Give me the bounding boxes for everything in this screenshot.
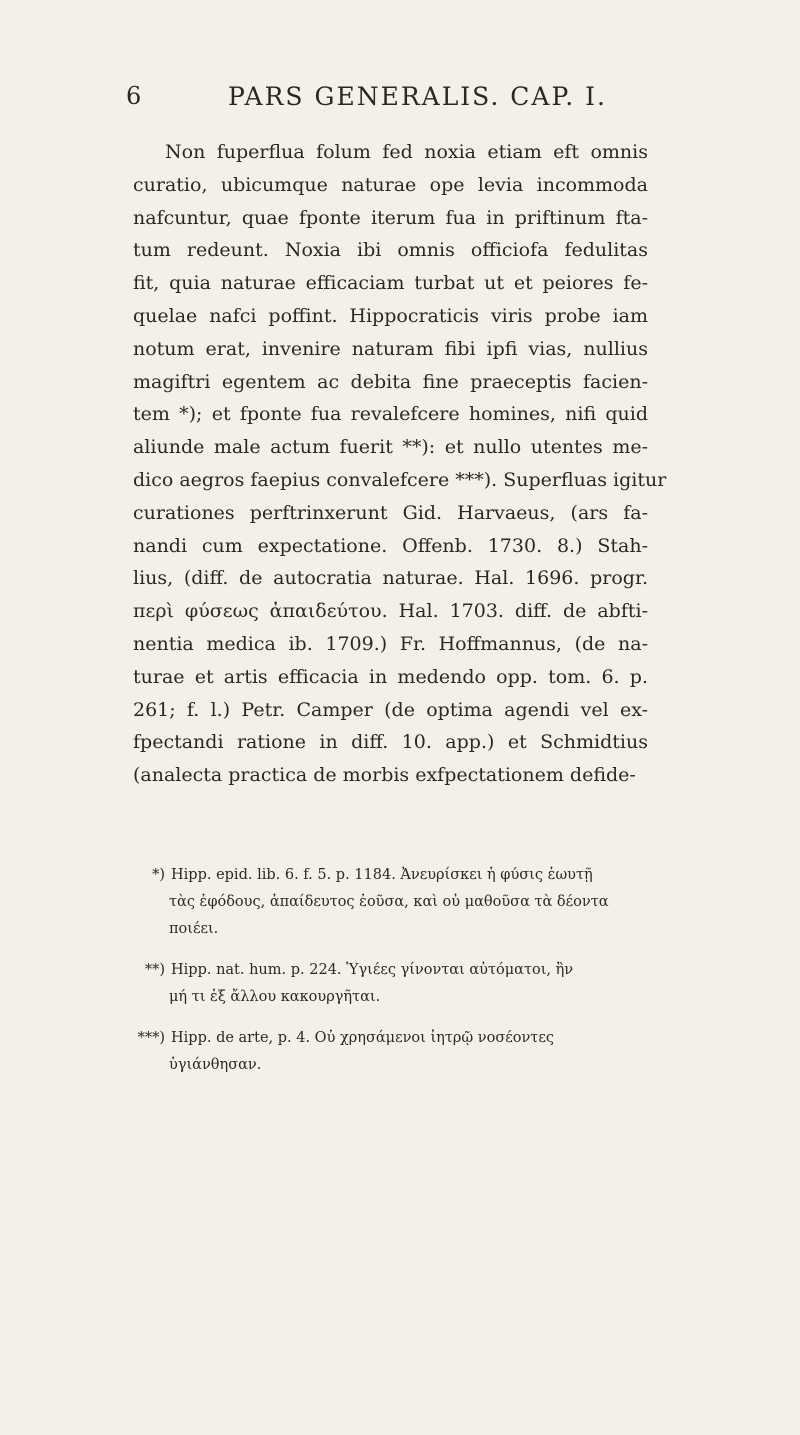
footnote-mark: ***) [137, 1030, 165, 1046]
body-line: tum redeunt. Noxia ibi omnis officiofa fedulitas [133, 239, 648, 262]
body-line: quelae nafci poffint. Hippocraticis viris probe iam [133, 304, 648, 327]
footnote-line: Hipp. epid. lib. 6. f. 5. p. 1184. Ἀνευρίσκει ἡ φύσις ἑωυτῇ [171, 867, 593, 883]
body-line: (analecta practica de morbis exfpectationem defide- [133, 764, 636, 787]
body-line: curatio, ubicumque naturae ope levia incommoda [133, 173, 648, 196]
running-title: PARS GENERALIS. CAP. I. [228, 82, 607, 111]
body-line: notum erat, invenire naturam fibi ipfi vias, nullius [133, 337, 648, 360]
body-line: lius, (diff. de autocratia naturae. Hal. 1696. progr. [133, 567, 648, 590]
page-number: 6 [126, 82, 143, 110]
page-header [0, 82, 800, 122]
body-line: 261; f. l.) Petr. Camper (de optima agendi vel ex- [133, 698, 648, 721]
footnote-line: Hipp. de arte, p. 4. Οὐ χρησάμενοι ἰητρῷ νοσέοντες [171, 1030, 554, 1046]
body-line: tem *); et fponte fua revalefcere homines, nifi quid [133, 403, 648, 426]
footnote-2 [131, 957, 661, 1011]
body-paragraph [133, 136, 667, 792]
body-line: Non fuperflua folum fed noxia etiam eft omnis [165, 141, 648, 163]
body-line: περὶ φύσεως ἀπαιδεύτου. Hal. 1703. diff. de abfti- [133, 600, 648, 623]
body-line: fpectandi ratione in diff. 10. app.) et Schmidtius [133, 731, 648, 754]
body-line: magiftri egentem ac debita fine praeceptis facien- [133, 370, 648, 393]
footnote-line: μή τι ἐξ ἄλλου κακουργῆται. [169, 989, 381, 1005]
footnote-mark: **) [144, 962, 165, 978]
body-line: curationes perftrinxerunt Gid. Harvaeus, (ars fa- [133, 501, 648, 524]
body-line: nentia medica ib. 1709.) Fr. Hoffmannus, (de na- [133, 632, 648, 655]
body-line: dico aegros faepius convalefcere ***). Superfluas igitur [133, 468, 667, 491]
footnote-line: τὰς ἐφόδους, ἀπαίδευτος ἐοῦσα, καὶ οὐ μαθοῦσα τὰ δέοντα [169, 894, 609, 910]
footnote-line: ποιέει. [169, 921, 219, 937]
body-line: turae et artis efficacia in medendo opp. tom. 6. p. [133, 665, 648, 688]
footnote-mark: *) [152, 867, 165, 883]
footnote-line: Hipp. nat. hum. p. 224. Ὑγιέες γίνονται αὐτόματοι, ἢν [171, 962, 574, 978]
footnotes [131, 862, 661, 1079]
footnote-1 [131, 862, 661, 943]
footnote-3 [131, 1025, 661, 1079]
body-line: nandi cum expectatione. Offenb. 1730. 8.) Stah- [133, 534, 648, 557]
body-line: fit, quia naturae efficaciam turbat ut et peiores fe- [133, 272, 648, 295]
footnote-line: ὑγιάνθησαν. [169, 1057, 262, 1073]
body-line: aliunde male actum fuerit **): et nullo utentes me- [133, 436, 648, 459]
body-line: nafcuntur, quae fponte iterum fua in priftinum fta- [133, 206, 648, 229]
